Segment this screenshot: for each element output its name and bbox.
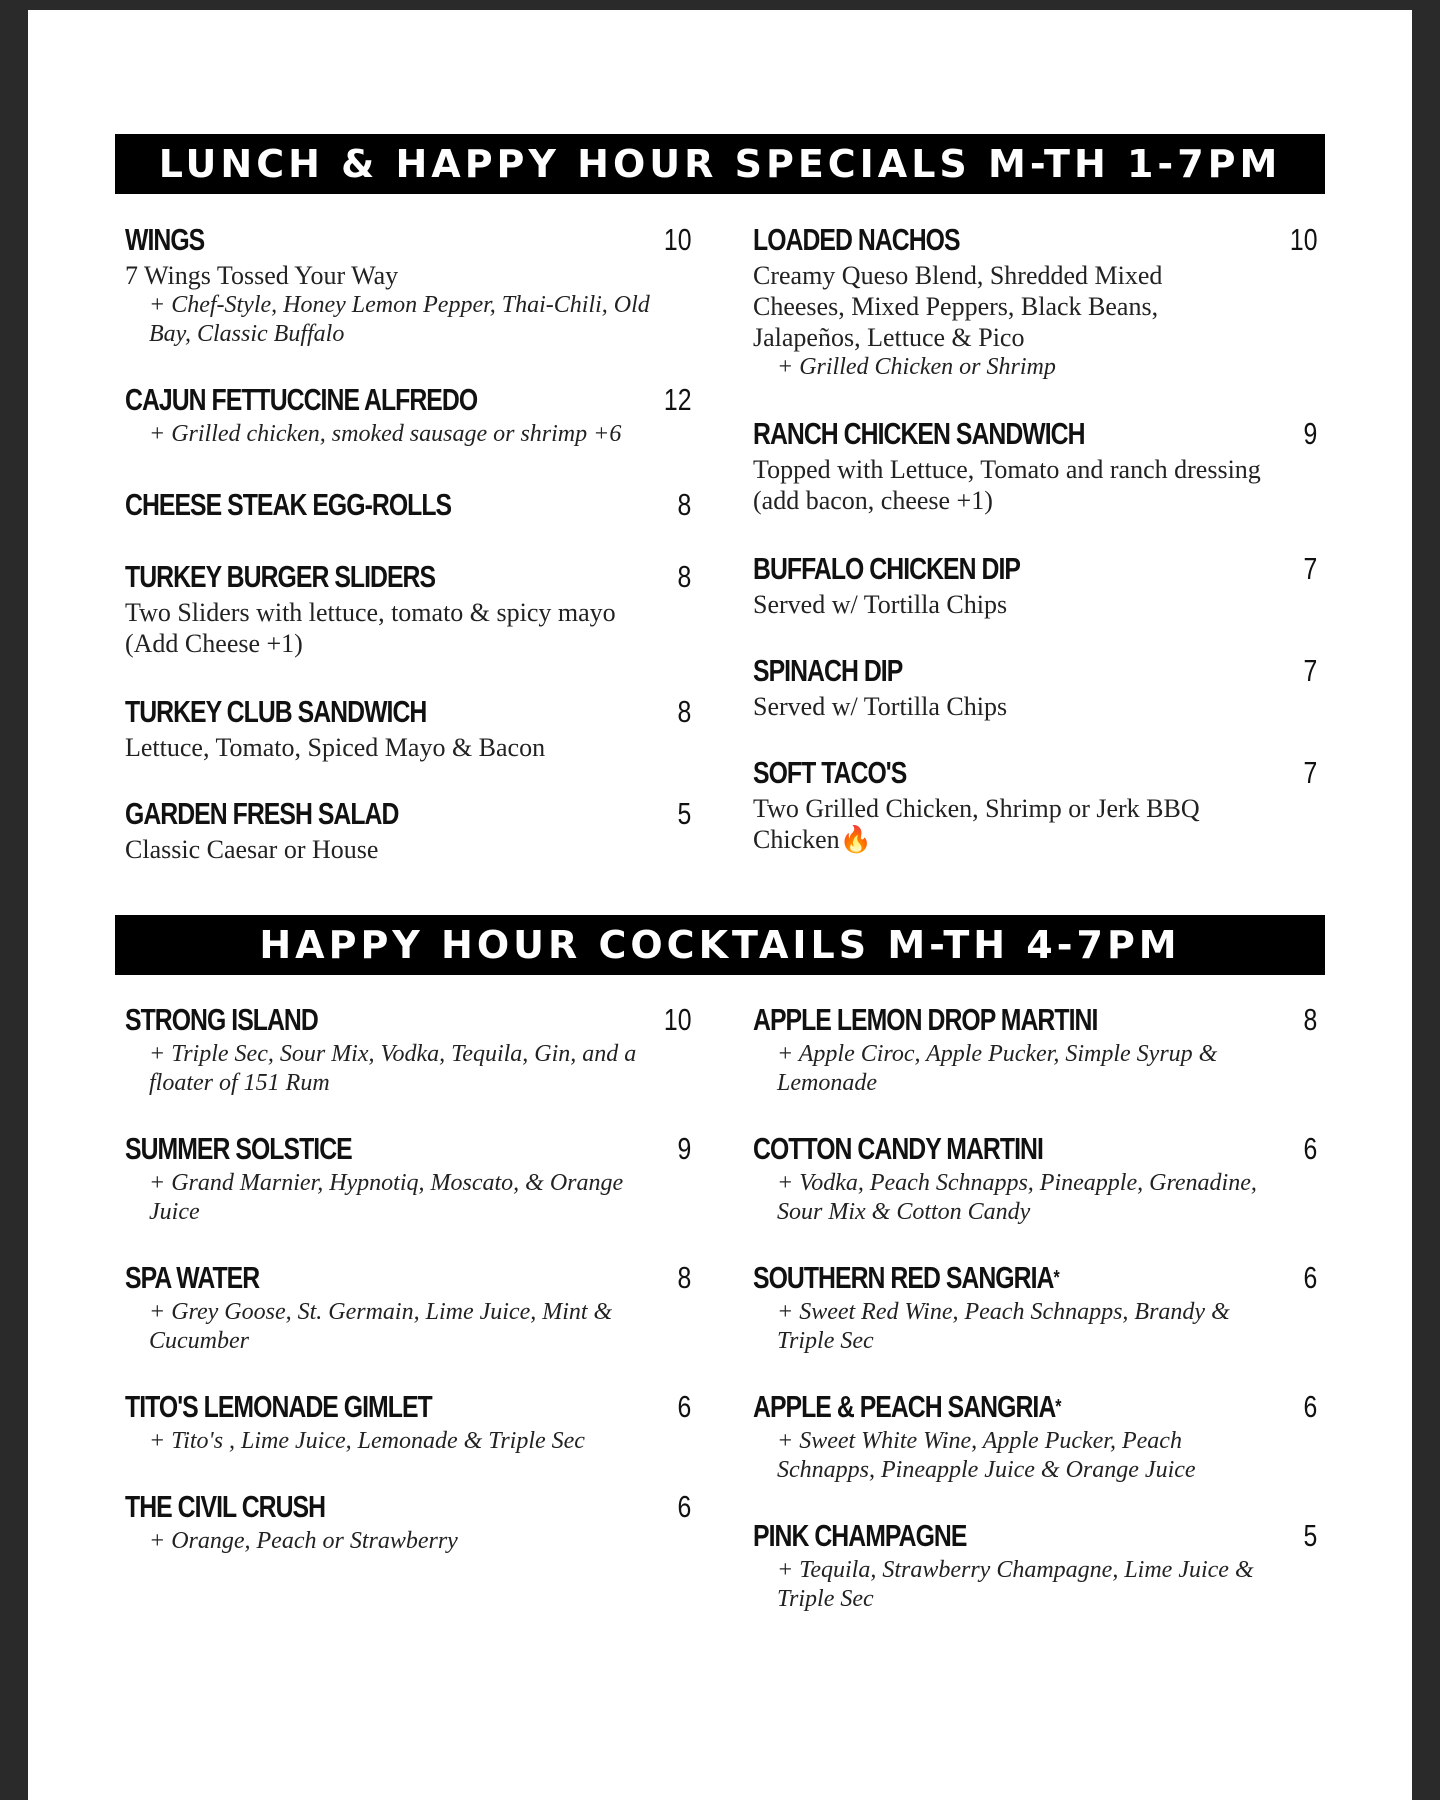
item-addon: + Tequila, Strawberry Champagne, Lime Juice & Triple Sec [777,1557,1254,1612]
menu-item-southern-red-sangria [753,1258,1317,1356]
item-name: TURKEY BURGER SLIDERS [125,559,436,594]
item-name: SUMMER SOLSTICE [125,1131,352,1166]
item-addon: + Sweet Red Wine, Peach Schnapps, Brandy & Triple Sec [777,1299,1230,1354]
item-price: 8 [677,1260,691,1295]
menu-item-apple-peach-sangria [753,1387,1317,1485]
item-price: 7 [1303,755,1317,790]
item-description: Topped with Lettuce, Tomato and ranch dressing (add bacon, cheese +1) [753,455,1261,515]
menu-item-spinach-dip [753,651,1317,722]
item-price: 6 [677,1389,691,1424]
menu-item-loaded-nachos [753,220,1317,382]
item-price: 6 [677,1489,691,1524]
item-name: STRONG ISLAND [125,1002,318,1037]
item-description: Classic Caesar or House [125,835,379,864]
item-description: Served w/ Tortilla Chips [753,692,1008,721]
item-name: TURKEY CLUB SANDWICH [125,694,427,729]
item-name [753,1258,1059,1298]
item-addon: + Sweet White Wine, Apple Pucker, Peach Schnapps, Pineapple Juice & Orange Juice [777,1428,1196,1483]
menu-item-strong-island [125,1000,691,1098]
item-name: COTTON CANDY MARTINI [753,1131,1043,1166]
item-price: 6 [1303,1260,1317,1295]
item-description [753,793,1273,855]
menu-item-cajun-fettuccine-alfredo [125,380,691,449]
item-name: THE CIVIL CRUSH [125,1489,326,1524]
menu-item-garden-fresh-salad [125,794,691,865]
item-name-text: SOUTHERN RED SANGRIA [753,1260,1054,1295]
item-price: 8 [677,487,691,522]
lunch-specials-title: LUNCH & HAPPY HOUR SPECIALS M-TH 1-7PM [158,142,1282,186]
item-description: Two Sliders with lettuce, tomato & spicy mayo (Add Cheese +1) [125,598,616,658]
item-price: 5 [1303,1518,1317,1553]
menu-item-the-civil-crush [125,1487,691,1556]
menu-item-buffalo-chicken-dip [753,549,1317,620]
item-price: 8 [677,559,691,594]
menu-item-turkey-club-sandwich [125,692,691,763]
item-addon: + Tito's , Lime Juice, Lemonade & Triple Sec [149,1428,585,1454]
cocktails-banner [115,915,1325,975]
menu-item-cotton-candy-martini [753,1129,1317,1227]
menu-item-spa-water [125,1258,691,1356]
item-description: Creamy Queso Blend, Shredded Mixed Cheeses, Mixed Peppers, Black Beans, Jalapeños, Lettuce & Pico [753,261,1163,352]
menu-item-summer-solstice [125,1129,691,1227]
item-price: 6 [1303,1131,1317,1166]
item-addon: + Vodka, Peach Schnapps, Pineapple, Grenadine, Sour Mix & Cotton Candy [777,1170,1257,1225]
item-price: 8 [677,694,691,729]
menu-item-soft-tacos [753,753,1317,855]
item-name: SPINACH DIP [753,653,903,688]
menu-item-turkey-burger-sliders [125,557,691,659]
item-name: CAJUN FETTUCCINE ALFREDO [125,382,478,417]
item-addon: + Apple Ciroc, Apple Pucker, Simple Syrup & Lemonade [777,1041,1218,1096]
item-addon: + Grand Marnier, Hypnotiq, Moscato, & Orange Juice [149,1170,624,1225]
menu-item-titos-lemonade-gimlet [125,1387,691,1456]
item-addon: + Grey Goose, St. Germain, Lime Juice, Mint & Cucumber [149,1299,613,1354]
item-price: 7 [1303,551,1317,586]
item-price: 8 [1303,1002,1317,1037]
item-addon: + Chef-Style, Honey Lemon Pepper, Thai-Chili, Old Bay, Classic Buffalo [149,292,650,347]
menu-item-cheese-steak-egg-rolls [125,485,691,525]
item-description: Served w/ Tortilla Chips [753,590,1008,619]
item-addon: + Orange, Peach or Strawberry [149,1528,458,1554]
menu-page [28,10,1412,1800]
item-price: 6 [1303,1389,1317,1424]
item-name: GARDEN FRESH SALAD [125,796,399,831]
item-price: 5 [677,796,691,831]
item-name: APPLE LEMON DROP MARTINI [753,1002,1098,1037]
item-name-text: APPLE & PEACH SANGRIA [753,1389,1056,1424]
item-price: 10 [663,222,691,257]
item-description: 7 Wings Tossed Your Way [125,261,399,290]
lunch-specials-banner [115,134,1325,194]
item-name [753,1387,1061,1427]
item-name: RANCH CHICKEN SANDWICH [753,416,1085,451]
item-price: 12 [663,382,691,417]
item-addon: + Grilled Chicken or Shrimp [777,354,1056,380]
item-price: 7 [1303,653,1317,688]
item-name: LOADED NACHOS [753,222,960,257]
item-price: 9 [1303,416,1317,451]
item-name: WINGS [125,222,205,257]
item-price: 9 [677,1131,691,1166]
asterisk-mark: * [1053,1267,1059,1289]
item-name: SOFT TACO'S [753,755,907,790]
item-name: BUFFALO CHICKEN DIP [753,551,1020,586]
item-name: CHEESE STEAK EGG-ROLLS [125,487,452,522]
item-description: Lettuce, Tomato, Spiced Mayo & Bacon [125,733,546,762]
asterisk-mark: * [1055,1396,1061,1418]
item-name: TITO'S LEMONADE GIMLET [125,1389,432,1424]
menu-item-ranch-chicken-sandwich [753,414,1317,516]
menu-item-pink-champagne [753,1516,1317,1614]
item-addon: + Grilled chicken, smoked sausage or shrimp +6 [149,421,622,447]
fire-icon: 🔥 [839,825,873,854]
menu-item-apple-lemon-drop-martini [753,1000,1317,1098]
item-price: 10 [663,1002,691,1037]
item-name: PINK CHAMPAGNE [753,1518,967,1553]
item-description-text: Two Grilled Chicken, Shrimp or Jerk BBQ Chicken [753,794,1200,854]
item-name: SPA WATER [125,1260,260,1295]
item-addon: + Triple Sec, Sour Mix, Vodka, Tequila, Gin, and a floater of 151 Rum [149,1041,637,1096]
cocktails-title: HAPPY HOUR COCKTAILS M-TH 4-7PM [259,923,1181,967]
menu-item-wings [125,220,691,349]
item-price: 10 [1289,222,1317,257]
